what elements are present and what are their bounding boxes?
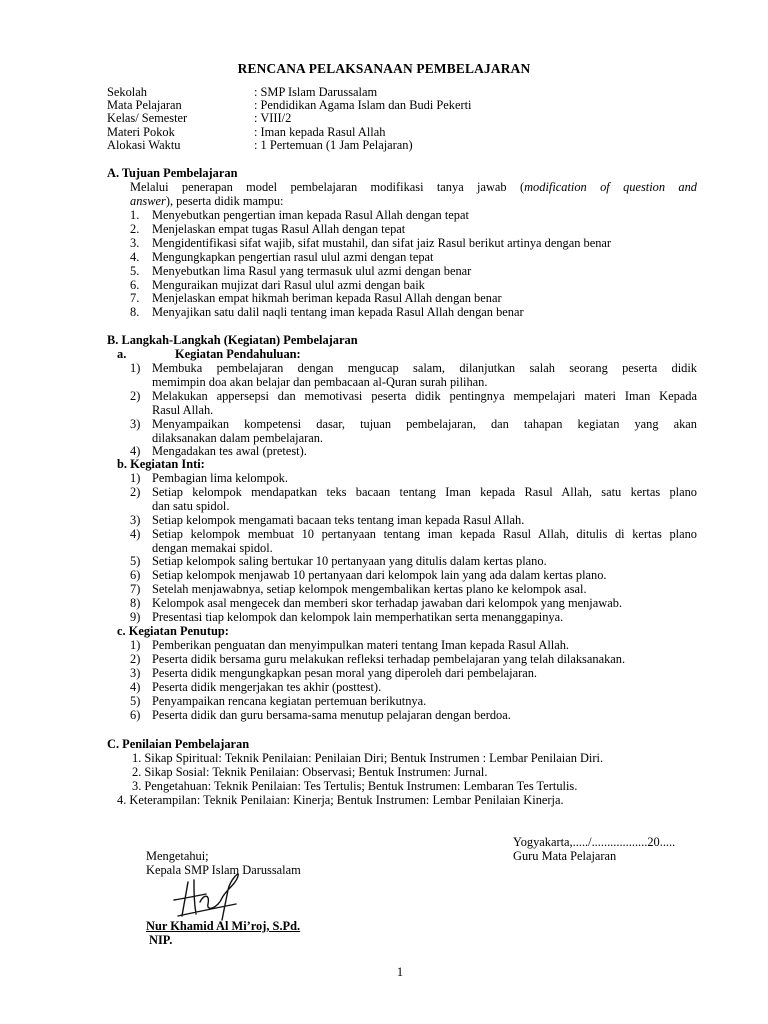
section-a-heading: A. Tujuan Pembelajaran xyxy=(107,166,238,180)
list-item-text: dan satu spidol. xyxy=(152,498,230,513)
intro-text: ), peserta didik mampu: xyxy=(165,194,284,208)
list-item-number: 5) xyxy=(130,554,141,569)
list-item-number: 8. xyxy=(130,305,140,320)
list-item-number: 3) xyxy=(130,416,141,431)
identity-row-time xyxy=(107,139,707,153)
identity-row-subject xyxy=(107,99,707,113)
list-item-text: dilaksanakan dalam pembelajaran. xyxy=(152,430,323,445)
list-item-number: 1) xyxy=(130,361,141,375)
page-number: 1 xyxy=(396,965,404,979)
list-item-number: 6) xyxy=(130,568,141,583)
list-item-text: Mengungkapkan pengertian rasul ulul azmi dengan tepat xyxy=(152,249,434,264)
intro-text: Melalui penerapan model pembelajaran modifikasi tanya jawab ( xyxy=(130,180,525,194)
identity-value: : SMP Islam Darussalam xyxy=(254,85,378,99)
list-item-text: dengan memakai spidol. xyxy=(152,540,273,555)
list-item-text: Peserta didik mengungkapkan pesan moral yang diperoleh dari pembelajaran. xyxy=(152,665,538,680)
list-item-number: 3) xyxy=(130,665,141,680)
list-item-text: Setiap kelompok mendapatkan teks bacaan tentang Iman kepada Rasul Allah, satu kertas plano xyxy=(152,484,697,499)
section-c-heading: C. Penilaian Pembelajaran xyxy=(107,737,250,751)
section-a-intro-line2 xyxy=(130,195,284,209)
list-item-text: Peserta didik mengerjakan tes akhir (posttest). xyxy=(152,679,382,694)
assessment-item: 3. Pengetahuan: Teknik Penilaian: Tes Tertulis; Bentuk Instrumen: Lembaran Tes Tertulis. xyxy=(132,779,578,793)
list-item-text: Kelompok asal mengecek dan memberi skor terhadap jawaban dari kelompok yang menjawab. xyxy=(152,596,622,611)
list-item-text: Membuka pembelajaran dengan mengucap salam, dilanjutkan salah seorang peserta didik xyxy=(152,361,697,375)
list-item-number: 4) xyxy=(130,679,141,694)
list-item-text: Menyebutkan pengertian iman kepada Rasul Allah dengan tepat xyxy=(152,208,469,222)
list-item-number: 7. xyxy=(130,291,140,306)
list-item-number: 5. xyxy=(130,263,140,278)
list-item-number: 2) xyxy=(130,388,141,403)
list-item-text: Setiap kelompok membuat 10 pertanyaan tentang iman kepada Rasul Allah, ditulis di kertas plano xyxy=(152,526,697,541)
list-item-text: Mengadakan tes awal (pretest). xyxy=(152,444,307,459)
list-item-text: Melakukan appersepsi dan memotivasi peserta didik pentingnya mempelajari materi Iman Kepada xyxy=(152,388,697,403)
document-title: RENCANA PELAKSANAAN PEMBELAJARAN xyxy=(237,61,531,76)
list-item-text: Menjelaskan empat hikmah beriman kepada Rasul Allah dengan benar xyxy=(152,291,502,306)
list-item-number: 7) xyxy=(130,582,141,597)
section-b-a-label: a. xyxy=(117,347,127,361)
identity-key: Alokasi Waktu xyxy=(107,138,181,152)
list-item-number: 3) xyxy=(130,512,141,527)
list-item-text: Setelah menjawabnya, setiap kelompok mengembalikan kertas plano ke kelompok asal. xyxy=(152,582,587,597)
list-item-number: 1. xyxy=(130,208,140,222)
list-item-text: Setiap kelompok saling bertukar 10 pertanyaan yang ditulis dalam kertas plano. xyxy=(152,554,547,569)
teacher-role: Guru Mata Pelajaran xyxy=(513,849,617,863)
identity-value: : Pendidikan Agama Islam dan Budi Pekerti xyxy=(254,98,472,112)
list-item-text: Pembagian lima kelompok. xyxy=(152,471,288,485)
list-item-text: Mengidentifikasi sifat wajib, sifat mustahil, dan sifat jaiz Rasul berikut artinya dengan benar xyxy=(152,235,612,250)
list-item-number: 2) xyxy=(130,484,141,499)
list-item-text: Menjelaskan empat tugas Rasul Allah dengan tepat xyxy=(152,221,406,236)
list-item-number: 2) xyxy=(130,651,141,666)
list-item-text: Rasul Allah. xyxy=(152,402,214,417)
section-b-a-title: Kegiatan Pendahuluan: xyxy=(175,347,301,361)
intro-italic: modification of question and xyxy=(524,180,697,194)
identity-value: : VIII/2 xyxy=(254,111,292,125)
list-item-number: 4. xyxy=(130,249,140,264)
assessment-item: 2. Sikap Sosial: Teknik Penilaian: Observasi; Bentuk Instrumen: Jurnal. xyxy=(132,765,488,779)
list-item-number: 1) xyxy=(130,638,141,652)
intro-italic: answer xyxy=(130,194,166,208)
list-item-text: Menyebutkan lima Rasul yang termasuk ulul azmi dengan benar xyxy=(152,263,472,278)
list-item-text: Penyampaikan rencana kegiatan pertemuan berikutnya. xyxy=(152,693,427,708)
list-item-number: 6. xyxy=(130,277,140,292)
principal-role: Kepala SMP Islam Darussalam xyxy=(146,863,301,877)
list-item-number: 4) xyxy=(130,444,141,459)
identity-key: Sekolah xyxy=(107,85,147,99)
list-item-text: Menyajikan satu dalil naqli tentang iman kepada Rasul Allah dengan benar xyxy=(152,305,524,320)
list-item-text: Setiap kelompok mengamati bacaan teks tentang iman kepada Rasul Allah. xyxy=(152,512,525,527)
principal-nip: NIP. xyxy=(149,933,173,947)
list-item-text: Setiap kelompok menjawab 10 pertanyaan dari kelompok lain yang ada dalam kertas plano. xyxy=(152,568,607,583)
list-item-text: memimpin doa akan belajar dan pembacaan al-Quran surah pilihan. xyxy=(152,374,488,389)
list-item-text: Peserta didik dan guru bersama-sama menutup pelajaran dengan berdoa. xyxy=(152,707,511,722)
list-item-text: Pemberikan penguatan dan menyimpulkan materi tentang Iman kepada Rasul Allah. xyxy=(152,638,570,652)
list-item-number: 1) xyxy=(130,471,141,485)
identity-row-class xyxy=(107,112,707,126)
list-item-number: 5) xyxy=(130,693,141,708)
list-item-text: Peserta didik bersama guru melakukan refleksi terhadap pembelajaran yang telah dilaksanakan. xyxy=(152,651,626,666)
identity-value: : 1 Pertemuan (1 Jam Pelajaran) xyxy=(254,138,413,152)
identity-key: Kelas/ Semester xyxy=(107,111,188,125)
acknowledgement-label: Mengetahui; xyxy=(146,849,209,863)
section-b-b-title: b. Kegiatan Inti: xyxy=(117,457,205,471)
list-item-number: 8) xyxy=(130,596,141,611)
list-item-number: 9) xyxy=(130,610,141,624)
list-item-text: Presentasi tiap kelompok dan kelompok lain memperhatikan serta menanggapinya. xyxy=(152,610,564,624)
assessment-item: 4. Keterampilan: Teknik Penilaian: Kinerja; Bentuk Instrumen: Lembar Penilaian Kinerja. xyxy=(117,793,564,807)
principal-name-text: Nur Khamid Al Mi’roj, S.Pd. xyxy=(146,919,301,933)
list-item-number: 3. xyxy=(130,235,140,250)
assessment-item: 1. Sikap Spiritual: Teknik Penilaian: Penilaian Diri; Bentuk Instrumen : Lembar Penilaian Diri. xyxy=(132,751,604,765)
section-a-intro-line1 xyxy=(130,181,697,195)
place-date: Yogyakarta,...../..................20..... xyxy=(513,835,676,849)
section-b-heading: B. Langkah-Langkah (Kegiatan) Pembelajaran xyxy=(107,333,358,347)
list-item-number: 2. xyxy=(130,221,140,236)
list-item-number: 6) xyxy=(130,707,141,722)
list-item-number: 4) xyxy=(130,526,141,541)
identity-value: : Iman kepada Rasul Allah xyxy=(254,125,386,139)
list-item-text: Menguraikan mujizat dari Rasul ulul azmi dengan baik xyxy=(152,277,425,292)
section-b-c-title: c. Kegiatan Penutup: xyxy=(117,624,229,638)
identity-key: Mata Pelajaran xyxy=(107,98,182,112)
principal-name xyxy=(146,920,300,934)
identity-key: Materi Pokok xyxy=(107,125,175,139)
list-item-text: Menyampaikan kompetensi dasar, tujuan pembelajaran, dan tahapan kegiatan yang akan xyxy=(152,416,697,431)
